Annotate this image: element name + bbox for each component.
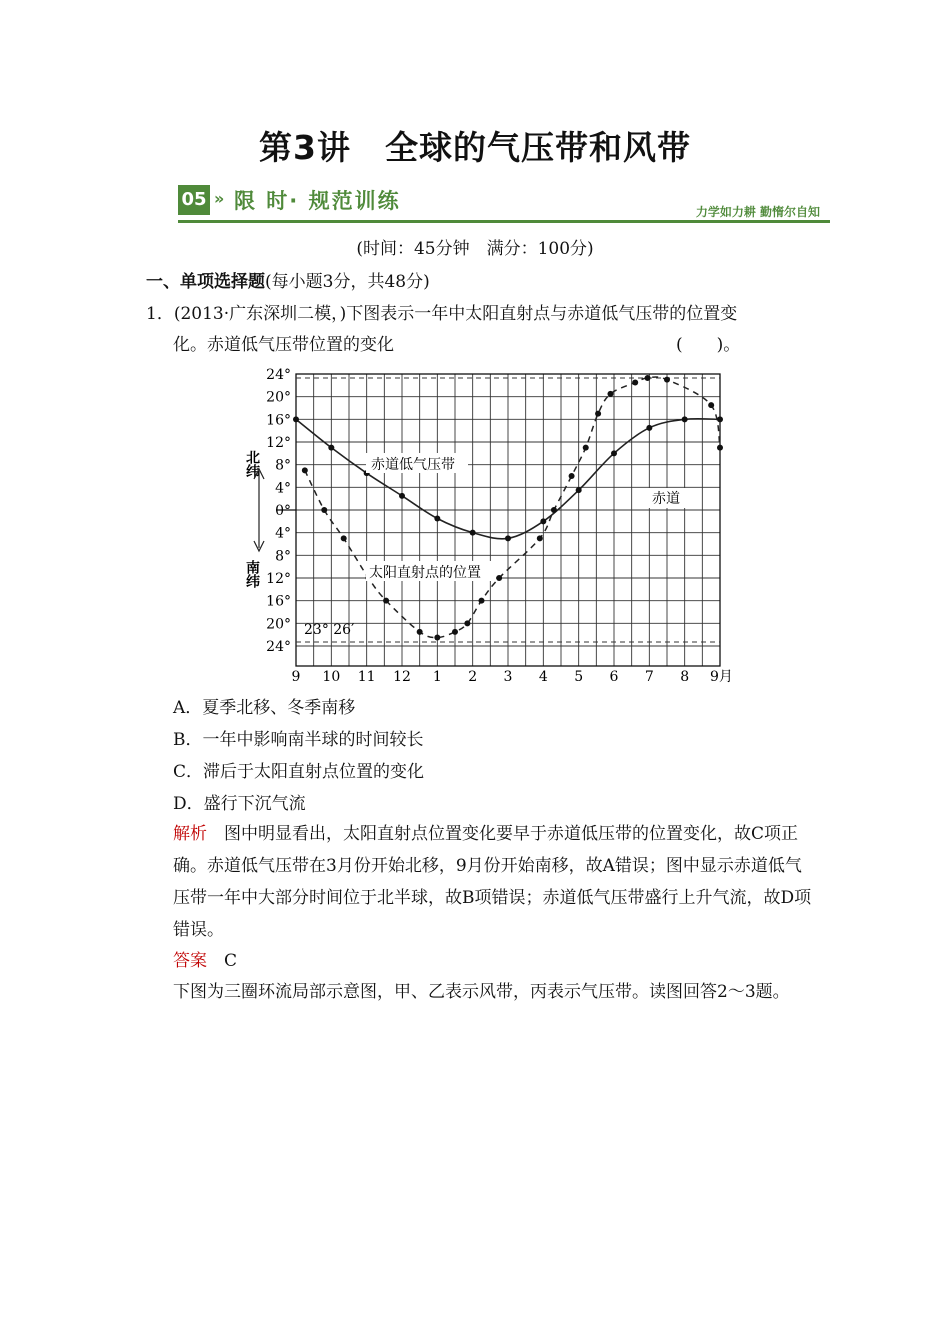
section-heading: 一、单项选择题	[146, 272, 265, 292]
banner-label: 限 时· 规范训练	[234, 189, 401, 213]
x-tick-label: 9月	[710, 669, 733, 685]
ylabel-north: 北纬	[244, 450, 260, 478]
banner-arrows: »	[214, 189, 225, 208]
point-equatorial-low	[293, 416, 299, 422]
x-tick-label: 12	[393, 669, 411, 685]
y-tick-label: 16°	[266, 593, 291, 610]
point-subsolar	[383, 598, 389, 604]
answer-label: 答案	[173, 951, 207, 971]
point-equatorial-low	[540, 518, 546, 524]
y-tick-label: 24°	[266, 367, 291, 383]
analysis-label: 解析	[173, 824, 207, 844]
option-c: C．滞后于太阳直射点位置的变化	[173, 762, 425, 782]
x-tick-label: 2	[468, 669, 478, 685]
point-subsolar	[452, 629, 458, 635]
point-subsolar	[496, 575, 502, 581]
annotation-subsolar: 太阳直射点的位置	[369, 565, 481, 581]
point-subsolar	[607, 391, 613, 397]
analysis-paragraph	[173, 818, 813, 946]
point-subsolar	[632, 380, 638, 386]
y-tick-label: 4°	[275, 525, 291, 542]
point-equatorial-low	[470, 530, 476, 536]
point-equatorial-low	[646, 425, 652, 431]
page-title: 第3讲 全球的气压带和风带	[259, 128, 691, 167]
section-note: (每小题3分，共48分)	[265, 272, 430, 292]
answer-value: C	[224, 951, 238, 971]
y-tick-label: 24°	[266, 639, 291, 655]
point-subsolar	[321, 507, 327, 513]
point-equatorial-low	[505, 535, 511, 541]
point-equatorial-low	[399, 493, 405, 499]
point-subsolar	[537, 535, 543, 541]
point-subsolar	[302, 467, 308, 473]
section-banner	[178, 183, 830, 225]
y-tick-labels	[266, 367, 291, 655]
answer-paren: ( )。	[676, 335, 741, 355]
analysis-text: 图中明显看出，太阳直射点位置变化要早于赤道低压带的位置变化，故C项正确。赤道低气压带在3月份开始北移，9月份开始南移，故A错误；图中显示赤道低气压带一年中大部分时间位于北半球，故B项错误；赤道低气压带盛行上升气流，故D项错误。	[173, 824, 812, 940]
point-subsolar	[417, 629, 423, 635]
point-subsolar	[645, 375, 651, 381]
x-tick-label: 8	[680, 669, 690, 685]
question-number: 1．	[146, 304, 174, 324]
x-tick-label: 6	[609, 669, 619, 685]
point-equatorial-low	[434, 516, 440, 522]
y-tick-label: 0°	[275, 503, 291, 519]
point-equatorial-low	[328, 445, 334, 451]
chart-grid	[296, 374, 720, 666]
point-subsolar	[434, 635, 440, 641]
y-tick-label: 16°	[266, 412, 291, 429]
annotation-equatorial-low: 赤道低气压带	[371, 457, 455, 473]
y-tick-label: 12°	[266, 571, 291, 587]
point-subsolar	[569, 473, 575, 479]
x-tick-label: 7	[644, 669, 654, 685]
x-tick-labels	[292, 669, 733, 685]
time-info: (时间：45分钟 满分：100分)	[356, 239, 594, 259]
annotation-tropic: 23° 26′	[304, 622, 355, 638]
option-a: A．夏季北移、冬季南移	[173, 698, 356, 718]
y-tick-label: 4°	[275, 480, 291, 497]
point-subsolar	[479, 598, 485, 604]
x-tick-label: 10	[322, 669, 341, 685]
x-tick-label: 11	[357, 669, 376, 685]
y-tick-label: 20°	[266, 616, 291, 633]
point-equatorial-low	[682, 416, 688, 422]
x-tick-label: 9	[291, 669, 301, 685]
point-equatorial-low	[611, 450, 617, 456]
point-subsolar	[717, 445, 723, 451]
point-subsolar	[551, 507, 557, 513]
next-intro: 下图为三圈环流局部示意图，甲、乙表示风带，丙表示气压带。读图回答2～3题。	[173, 982, 790, 1002]
x-tick-label: 3	[503, 669, 513, 685]
question-text-2: 化。赤道低气压带位置的变化	[173, 335, 394, 355]
answer-line	[173, 949, 237, 973]
option-d: D．盛行下沉气流	[173, 794, 306, 814]
x-tick-label: 1	[432, 669, 442, 685]
point-subsolar	[464, 620, 470, 626]
question-text-1: )下图表示一年中太阳直射点与赤道低气压带的位置变	[339, 304, 738, 324]
point-equatorial-low	[717, 416, 723, 422]
ylabel-south: 南纬	[244, 560, 260, 588]
banner-rule	[178, 220, 830, 223]
banner-slogan: 力学如力耕 勤惰尔自知	[695, 205, 820, 219]
point-subsolar	[708, 402, 714, 408]
section-heading-line	[146, 270, 430, 294]
y-tick-label: 12°	[266, 435, 291, 451]
y-tick-label: 8°	[275, 548, 291, 565]
point-equatorial-low	[576, 487, 582, 493]
x-tick-label: 5	[574, 669, 584, 685]
option-b: B．一年中影响南半球的时间较长	[173, 730, 424, 750]
x-tick-label: 4	[538, 669, 548, 685]
point-subsolar	[341, 535, 347, 541]
banner-number: 05	[178, 185, 210, 215]
y-tick-label: 20°	[266, 389, 291, 406]
point-subsolar	[583, 445, 589, 451]
chart	[240, 360, 750, 690]
question-1-line-1	[146, 302, 737, 326]
point-subsolar	[595, 411, 601, 417]
annotation-equator: 赤道	[652, 491, 680, 507]
point-subsolar	[664, 377, 670, 383]
question-source: (2013·广东深圳二模，	[173, 304, 340, 324]
y-tick-label: 8°	[275, 457, 291, 474]
